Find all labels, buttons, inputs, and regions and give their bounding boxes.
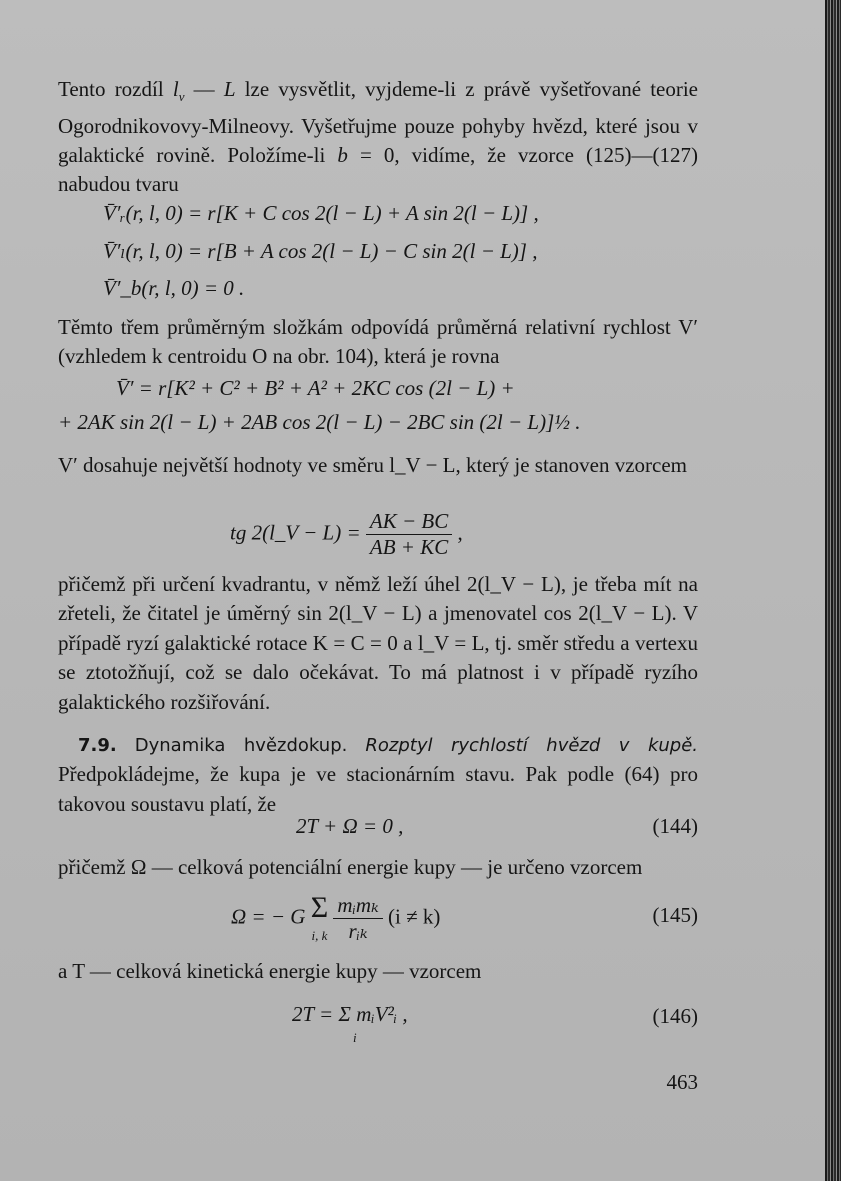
equation-v-line2: + 2AK sin 2(l − L) + 2AB cos 2(l − L) − 2BC sin (2l − L)]½ . <box>58 410 581 434</box>
sum-symbol: Σ <box>310 891 329 924</box>
equation-144: 2T + Ω = 0 , <box>296 814 404 838</box>
equation-v-line1: V̄′ = r[K² + C² + B² + A² + 2KC cos (2l − L) + <box>116 376 515 400</box>
paragraph-max-direction: V′ dosahuje největší hodnoty ve směru l_V − L, který je stanoven vzorcem <box>58 453 687 477</box>
equation-number-145: (145) <box>652 903 698 927</box>
paragraph-velocity: Těmto třem průměrným složkám odpovídá průměrná relativní rychlost V′ (vzhledem k centroidu O na obr. 104), která je rovna <box>58 315 698 369</box>
paragraph-section-7-9 <box>58 730 698 819</box>
section-text: Předpokládejme, že kupa je ve stacionárním stavu. Pak podle (64) pro takovou soustavu platí, že <box>58 762 698 816</box>
equation-146-sum-index: i <box>353 1030 357 1045</box>
equation-146: 2T = Σ mᵢV²ᵢ , <box>292 1002 408 1026</box>
equation-vr: V̄′ᵣ(r, l, 0) = r[K + C cos 2(l − L) + A sin 2(l − L)] , <box>103 201 539 225</box>
section-number: 7.9. <box>78 735 117 756</box>
page-edge <box>825 0 841 1181</box>
equation-145-sum-index: i, k <box>311 928 328 943</box>
equation-vl: V̄′ₗ(r, l, 0) = r[B + A cos 2(l − L) − C sin 2(l − L)] , <box>103 239 538 263</box>
equation-vb: V̄′_b(r, l, 0) = 0 . <box>103 276 245 300</box>
equation-145-sum <box>311 893 328 944</box>
equation-tg-denominator: AB + KC <box>366 534 452 560</box>
equation-number-146: (146) <box>652 1004 698 1028</box>
section-subtitle: Rozptyl rychlostí hvězd v kupě. <box>365 735 699 756</box>
page-number: 463 <box>666 1070 698 1094</box>
paragraph-quadrant: přičemž při určení kvadrantu, v němž leží úhel 2(l_V − L), je třeba mít na zřeteli, že čitatel je úměrný sin 2(l_V − L) a jmenovatel cos 2(l_V − L). V případě ryzí galaktické rotace K = C = 0 a l_V = L, tj. směr středu a vertexu se ztotožňují, což se dalo očekávat. To má platnost i v případě ryzího galaktického rozšiřování. <box>58 572 698 714</box>
equation-tg-fraction <box>366 509 452 560</box>
equation-145-left: Ω = − G <box>231 904 306 929</box>
equation-number-144: (144) <box>652 814 698 838</box>
equation-145-fraction <box>333 893 382 944</box>
equation-145-denominator: rᵢₖ <box>333 918 382 944</box>
equation-145 <box>231 893 440 944</box>
equation-tg-left: tg 2(l_V − L) = <box>230 520 361 545</box>
equation-145-condition: (i ≠ k) <box>388 904 441 929</box>
section-title: Dynamika hvězdokup. <box>134 735 348 756</box>
equation-145-numerator: mᵢmₖ <box>337 893 379 917</box>
paragraph-kinetic-energy: a T — celková kinetická energie kupy — vzorcem <box>58 959 482 983</box>
equation-tg: tg 2(l_V − L) = $\frac{AK - BC}{AB + KC}$ , <box>230 509 463 559</box>
paragraph-intro: Tento rozdíl $l_v$ — L lze vysvětlit, vyjdeme-li z právě vyšetřované teorie Ogorodnikovovy-Milneovy. Vyšetřujme pouze pohyby hvězd, které jsou v galaktické rovině. Položíme-li b = 0, vidíme, že vzorce (125)—(127) nabudou tvaru <box>58 77 699 197</box>
paragraph-potential-energy: přičemž Ω — celková potenciální energie kupy — je určeno vzorcem <box>58 855 643 879</box>
equation-tg-numerator: AK − BC <box>369 509 449 533</box>
